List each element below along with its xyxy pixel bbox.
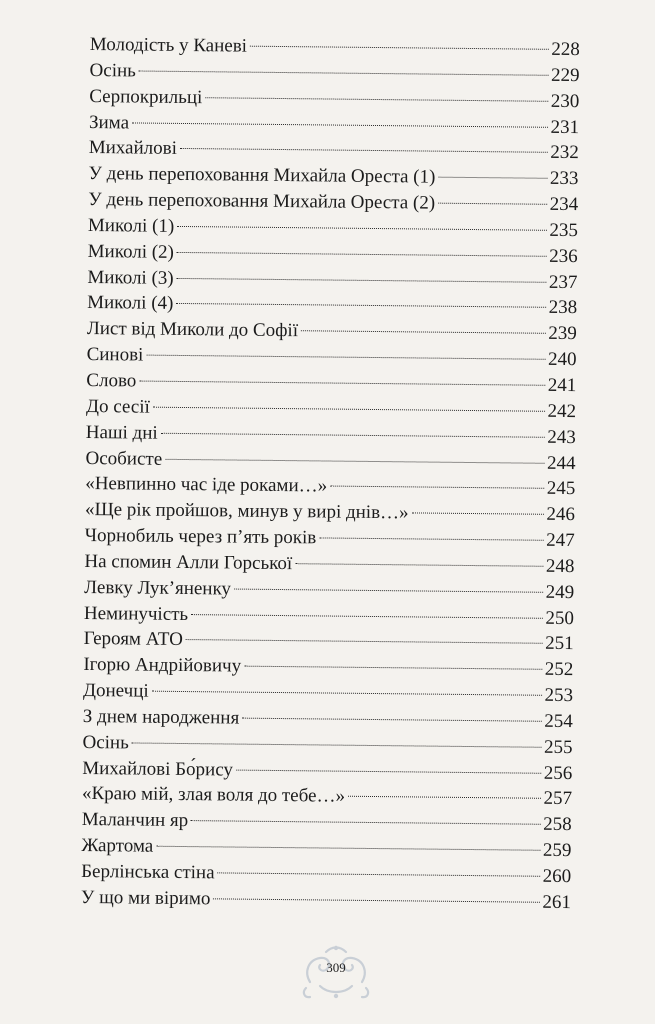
toc-entry-page: 240 (547, 348, 577, 371)
dot-leader (412, 513, 544, 515)
toc-entry-page: 255 (543, 736, 573, 758)
toc-entry-title: Донечці (82, 680, 149, 702)
dot-leader (177, 278, 546, 283)
toc-entry (83, 652, 573, 683)
toc-entry-title: До сесії (85, 395, 150, 418)
toc-entry-page: 246 (546, 503, 576, 526)
dot-leader (152, 691, 542, 696)
toc-entry-title: Миколі (1) (87, 214, 175, 237)
toc-entry (82, 807, 572, 838)
toc-entry-title: Особисте (85, 447, 163, 470)
dot-leader (186, 639, 542, 644)
toc-entry-page: 253 (544, 684, 574, 707)
page-footer (296, 942, 376, 1002)
toc-entry-page: 250 (545, 607, 574, 629)
toc-entry (83, 704, 573, 735)
toc-entry-page: 245 (546, 478, 576, 500)
toc-entry-title: Осінь (82, 731, 129, 754)
toc-entry-title: Слово (86, 369, 137, 392)
toc-entry-title: «Невпинно час іде роками…» (85, 473, 328, 497)
toc-entry-title: Зима (88, 111, 130, 133)
dot-leader (146, 355, 545, 360)
toc-entry-page: 256 (543, 762, 573, 784)
toc-entry-title: Левку Лук’яненку (84, 576, 232, 600)
toc-entry-page: 237 (548, 271, 578, 293)
page-number: 309 (326, 960, 346, 975)
toc-entry-title: Чорнобиль через п’ять років (84, 525, 317, 549)
toc-entry-title: Лист від Миколи до Софії (86, 318, 299, 342)
toc-entry-title: Миколі (4) (87, 292, 174, 315)
toc-entry-title: Миколі (3) (87, 266, 174, 289)
toc-entry (81, 885, 571, 916)
toc-entry-title: З днем народження (82, 705, 240, 729)
toc-entry-page: 228 (551, 38, 580, 61)
toc-entry-page: 229 (550, 64, 580, 86)
table-of-contents (81, 32, 580, 916)
toc-entry-title: У що ми віримо (80, 886, 211, 910)
dot-leader (205, 97, 547, 102)
toc-entry-page: 239 (548, 323, 577, 345)
toc-entry-page: 231 (550, 116, 580, 138)
toc-entry-page: 230 (550, 90, 580, 112)
toc-entry-title: Серпокрильці (89, 85, 203, 108)
dot-leader (218, 872, 540, 876)
toc-entry-title: У день перепоховання Михайла Ореста (2) (88, 189, 436, 214)
toc-entry-page: 251 (545, 633, 574, 655)
toc-entry-page: 233 (549, 168, 579, 190)
toc-entry-page: 242 (547, 400, 577, 422)
dot-leader (165, 458, 544, 463)
toc-entry-page: 238 (548, 297, 578, 319)
toc-entry (89, 84, 579, 115)
toc-entry-title: «Ще рік пройшов, минув у вирі днів…» (84, 499, 409, 524)
toc-entry-title: Маланчин яр (81, 809, 189, 832)
toc-entry-title: Неминучість (83, 602, 189, 625)
toc-entry-page: 252 (544, 659, 574, 681)
toc-entry-title: Берлінська стіна (81, 860, 215, 884)
toc-entry-page: 260 (542, 865, 572, 888)
dot-leader (301, 331, 545, 335)
dot-leader (180, 148, 547, 153)
toc-entry-page: 254 (544, 710, 573, 733)
dot-leader (191, 614, 542, 619)
dot-leader (161, 432, 545, 437)
dot-leader (132, 122, 547, 127)
toc-entry-page: 236 (549, 245, 578, 267)
toc-entry-title: Наші дні (85, 421, 158, 444)
dot-leader (242, 718, 541, 722)
dot-leader (132, 742, 541, 747)
toc-entry-page: 258 (543, 814, 572, 836)
dot-leader (348, 796, 540, 799)
toc-entry-page: 235 (549, 219, 579, 242)
toc-entry-title: Миколі (2) (87, 240, 175, 263)
toc-entry-title: Михайлові Бо́рису (82, 757, 234, 781)
toc-entry-title: У день перепоховання Михайла Ореста (1) (88, 163, 436, 188)
toc-entry-title: Синові (86, 344, 144, 366)
toc-entry-page: 249 (545, 581, 575, 603)
toc-entry-title: Ігорю Андрійовичу (83, 654, 242, 677)
dot-leader (176, 303, 545, 308)
toc-entry-page: 234 (549, 193, 579, 216)
toc-entry (90, 32, 580, 63)
dot-leader (319, 537, 543, 540)
toc-entry-page: 241 (547, 374, 577, 397)
toc-entry-title: Молодість у Каневі (89, 33, 248, 57)
dot-leader (330, 486, 544, 489)
toc-entry-title: На спомин Алли Горської (84, 550, 293, 575)
toc-entry-title: Героям АТО (83, 628, 183, 651)
dot-leader (139, 70, 548, 75)
dot-leader (177, 226, 546, 231)
toc-entry-title: Жартома (81, 835, 154, 857)
dot-leader (139, 381, 544, 386)
dot-leader (234, 588, 543, 592)
toc-entry-page: 257 (543, 788, 573, 810)
dot-leader (244, 666, 542, 670)
dot-leader (236, 769, 541, 773)
dot-leader (250, 46, 548, 50)
dot-leader (156, 846, 540, 851)
dot-leader (438, 177, 547, 179)
dot-leader (153, 406, 545, 411)
toc-entry-page: 244 (546, 452, 576, 474)
toc-entry-title: Осінь (89, 59, 136, 82)
dot-leader (177, 252, 546, 257)
dot-leader (438, 203, 547, 205)
toc-entry-page: 248 (545, 555, 575, 577)
dot-leader (295, 563, 543, 567)
toc-entry-page: 232 (550, 142, 579, 164)
toc-entry (87, 316, 577, 347)
toc-entry-page: 261 (542, 891, 572, 913)
toc-entry-page: 243 (547, 426, 576, 448)
toc-entry-page: 247 (546, 529, 575, 552)
toc-entry-title: Михайлові (88, 137, 178, 160)
toc-entry-page: 259 (542, 839, 572, 862)
toc-entry-title: «Краю мій, злая воля до тебе…» (81, 783, 346, 808)
dot-leader (191, 820, 540, 825)
dot-leader (213, 898, 539, 902)
